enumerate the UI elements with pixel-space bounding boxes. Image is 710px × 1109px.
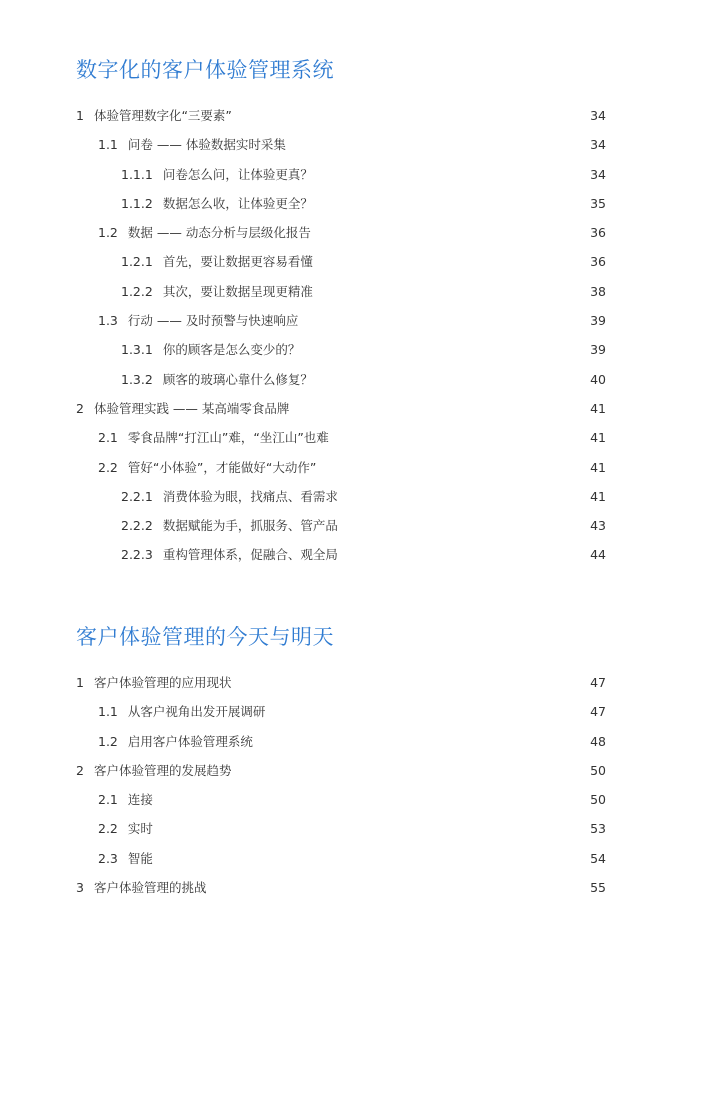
entry-number: 2.3 bbox=[98, 850, 118, 866]
toc-entry[interactable] bbox=[76, 482, 606, 511]
entry-title: 连接 bbox=[127, 792, 153, 808]
toc-entry[interactable] bbox=[76, 814, 606, 843]
entry-number: 1 bbox=[76, 108, 84, 123]
entry-page-number: 39 bbox=[590, 342, 606, 358]
toc-entry[interactable] bbox=[76, 160, 606, 189]
toc-entry[interactable] bbox=[76, 668, 606, 697]
entry-title: 从客户视角出发开展调研 bbox=[127, 704, 266, 720]
entry-page-number: 41 bbox=[590, 400, 606, 416]
toc-section bbox=[76, 620, 606, 902]
entry-title: 其次，要让数据呈现更精准 bbox=[162, 283, 313, 299]
entry-page-number: 47 bbox=[590, 675, 606, 690]
toc-entry[interactable] bbox=[76, 277, 606, 306]
entry-page-number: 55 bbox=[590, 880, 606, 896]
toc-entry[interactable] bbox=[76, 727, 606, 756]
entry-title: 客户体验管理的挑战 bbox=[93, 880, 207, 896]
entry-number: 1.1.2 bbox=[121, 195, 153, 211]
entry-page-number: 44 bbox=[590, 547, 606, 563]
entry-page-number: 41 bbox=[590, 459, 606, 475]
entry-title: 零食品牌“打江山”难，“坐江山”也难 bbox=[127, 430, 329, 446]
entry-number: 1 bbox=[76, 675, 84, 690]
toc-entry[interactable] bbox=[76, 101, 606, 130]
entry-page-number: 54 bbox=[590, 850, 606, 866]
entry-number: 1.1 bbox=[98, 704, 118, 720]
entry-title: 问卷怎么问，让体验更真？ bbox=[162, 166, 313, 182]
toc-entry[interactable] bbox=[76, 873, 606, 902]
entry-title: 体验管理实践 —— 某高端零食品牌 bbox=[93, 400, 290, 416]
section-title: 数字化的客户体验管理系统 bbox=[76, 58, 334, 82]
toc-entry[interactable] bbox=[76, 189, 606, 218]
entry-page-number: 34 bbox=[590, 108, 606, 123]
entry-page-number: 48 bbox=[590, 733, 606, 749]
entry-title: 顾客的玻璃心靠什么修复？ bbox=[162, 371, 313, 387]
entry-page-number: 53 bbox=[590, 821, 606, 837]
toc-entry[interactable] bbox=[76, 540, 606, 569]
toc-entry[interactable] bbox=[76, 697, 606, 726]
entry-title: 重构管理体系，促融合、观全局 bbox=[162, 547, 338, 563]
toc-entry[interactable] bbox=[76, 130, 606, 159]
entry-page-number: 39 bbox=[590, 313, 606, 329]
toc-entry[interactable] bbox=[76, 394, 606, 423]
entry-title: 管好“小体验”，才能做好“大动作” bbox=[127, 459, 317, 475]
entry-number: 1.1 bbox=[98, 137, 118, 153]
entry-number: 2 bbox=[76, 762, 84, 778]
entry-number: 1.2 bbox=[98, 733, 118, 749]
entry-title: 数据赋能为手，抓服务、管产品 bbox=[162, 518, 338, 534]
entry-page-number: 41 bbox=[590, 488, 606, 504]
entry-page-number: 38 bbox=[590, 283, 606, 299]
toc-list bbox=[76, 101, 606, 570]
toc-entry[interactable] bbox=[76, 844, 606, 873]
toc-entry[interactable] bbox=[76, 218, 606, 247]
entry-title: 你的顾客是怎么变少的？ bbox=[162, 342, 301, 358]
entry-number: 3 bbox=[76, 880, 84, 896]
entry-title: 启用客户体验管理系统 bbox=[127, 733, 253, 749]
entry-title: 首先，要让数据更容易看懂 bbox=[162, 254, 313, 270]
toc-entry[interactable] bbox=[76, 511, 606, 540]
toc-entry[interactable] bbox=[76, 756, 606, 785]
entry-page-number: 41 bbox=[590, 430, 606, 446]
entry-page-number: 36 bbox=[590, 225, 606, 241]
entry-number: 2.2 bbox=[98, 459, 118, 475]
entry-page-number: 35 bbox=[590, 195, 606, 211]
toc-list bbox=[76, 668, 606, 902]
entry-number: 1.3.2 bbox=[121, 371, 153, 387]
entry-page-number: 40 bbox=[590, 371, 606, 387]
toc-entry[interactable] bbox=[76, 423, 606, 452]
entry-title: 客户体验管理的发展趋势 bbox=[93, 762, 232, 778]
entry-number: 2.2.1 bbox=[121, 488, 153, 504]
toc-entry[interactable] bbox=[76, 785, 606, 814]
toc-entry[interactable] bbox=[76, 247, 606, 276]
entry-page-number: 50 bbox=[590, 762, 606, 778]
toc-entry[interactable] bbox=[76, 453, 606, 482]
entry-number: 2.1 bbox=[98, 792, 118, 808]
entry-number: 1.2 bbox=[98, 225, 118, 241]
entry-page-number: 34 bbox=[590, 137, 606, 153]
entry-page-number: 36 bbox=[590, 254, 606, 270]
entry-number: 1.3 bbox=[98, 313, 118, 329]
entry-number: 2.2 bbox=[98, 821, 118, 837]
entry-number: 1.1.1 bbox=[121, 166, 153, 182]
toc-entry[interactable] bbox=[76, 365, 606, 394]
entry-title: 体验管理数字化“三要素” bbox=[93, 108, 232, 123]
entry-title: 数据怎么收，让体验更全？ bbox=[162, 195, 313, 211]
entry-page-number: 43 bbox=[590, 518, 606, 534]
entry-title: 数据 —— 动态分析与层级化报告 bbox=[127, 225, 311, 241]
entry-number: 1.2.1 bbox=[121, 254, 153, 270]
entry-page-number: 34 bbox=[590, 166, 606, 182]
entry-title: 问卷 —— 体验数据实时采集 bbox=[127, 137, 286, 153]
entry-number: 2.2.2 bbox=[121, 518, 153, 534]
entry-page-number: 50 bbox=[590, 792, 606, 808]
entry-page-number: 47 bbox=[590, 704, 606, 720]
entry-title: 消费体验为眼，找痛点、看需求 bbox=[162, 488, 338, 504]
toc-section bbox=[76, 53, 606, 570]
entry-title: 行动 —— 及时预警与快速响应 bbox=[127, 313, 299, 329]
entry-number: 2.2.3 bbox=[121, 547, 153, 563]
section-title: 客户体验管理的今天与明天 bbox=[76, 625, 334, 649]
entry-title: 客户体验管理的应用现状 bbox=[93, 675, 232, 690]
entry-title: 智能 bbox=[127, 850, 153, 866]
entry-number: 1.2.2 bbox=[121, 283, 153, 299]
toc-entry[interactable] bbox=[76, 306, 606, 335]
entry-number: 2 bbox=[76, 400, 84, 416]
entry-number: 2.1 bbox=[98, 430, 118, 446]
toc-entry[interactable] bbox=[76, 335, 606, 364]
entry-number: 1.3.1 bbox=[121, 342, 153, 358]
entry-title: 实时 bbox=[127, 821, 153, 837]
